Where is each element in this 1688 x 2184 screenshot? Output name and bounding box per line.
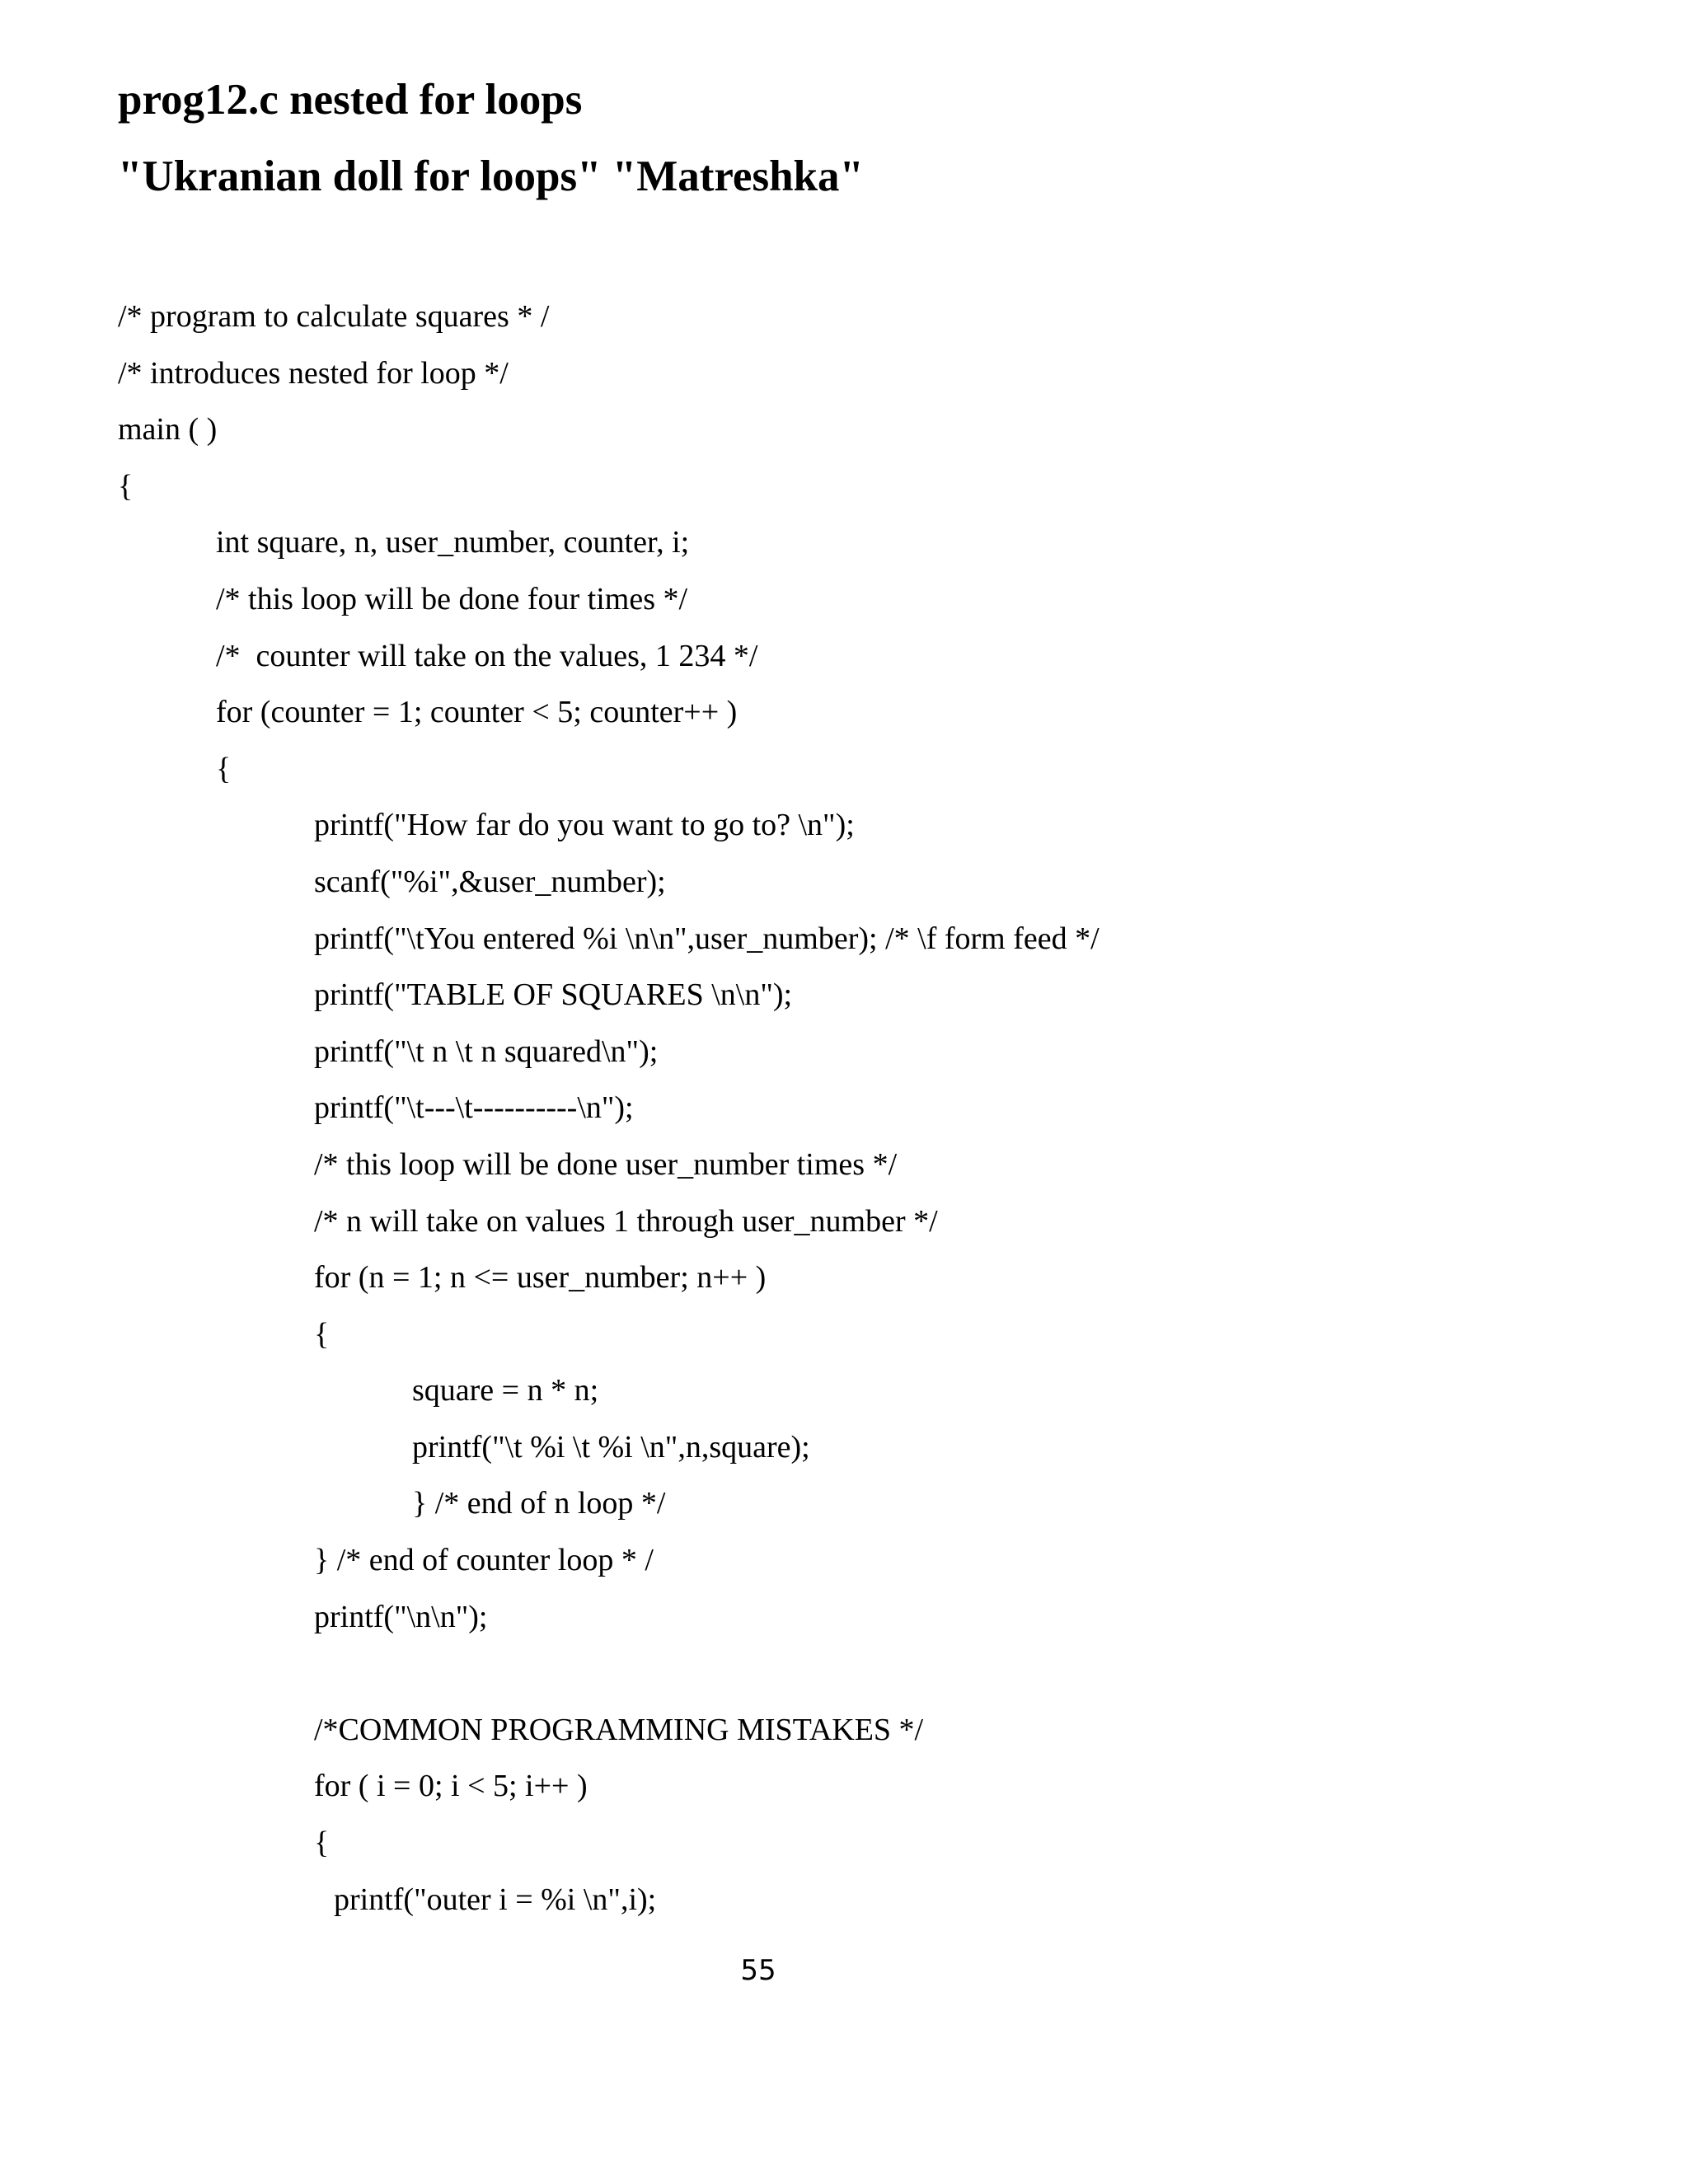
code-line: /* introduces nested for loop */ xyxy=(118,355,509,391)
code-line: for (n = 1; n <= user_number; n++ ) xyxy=(314,1260,767,1296)
code-line: /* this loop will be done four times */ xyxy=(216,581,688,616)
code-line: printf("\t %i \t %i \n",n,square); xyxy=(412,1429,810,1465)
code-line: square = n * n; xyxy=(412,1373,599,1408)
code-line: { xyxy=(314,1825,330,1861)
code-line: { xyxy=(118,468,134,504)
code-line: printf("\n\n"); xyxy=(314,1599,488,1634)
code-line: int square, n, user_number, counter, i; xyxy=(216,525,690,560)
page-number: 55 xyxy=(740,1954,776,1987)
code-line: for (counter = 1; counter < 5; counter++ ) xyxy=(216,695,738,730)
code-line: /* counter will take on the values, 1 234 */ xyxy=(216,638,758,673)
code-line: } /* end of counter loop * / xyxy=(314,1543,654,1578)
code-line: /*COMMON PROGRAMMING MISTAKES */ xyxy=(314,1712,924,1747)
code-line: main ( ) xyxy=(118,412,218,448)
code-line: scanf("%i",&user_number); xyxy=(314,864,666,899)
code-line: printf("\tYou entered %i \n\n",user_number); /* \f form feed */ xyxy=(314,921,1100,956)
code-listing xyxy=(118,301,1100,1940)
page-title: prog12.c nested for loops xyxy=(118,76,583,124)
page-subtitle: "Ukranian doll for loops" "Matreshka" xyxy=(118,152,864,200)
code-line: printf("\t---\t----------\n"); xyxy=(314,1090,634,1126)
code-line: printf("outer i = %i \n",i); xyxy=(334,1882,657,1917)
code-line: printf("\t n \t n squared\n"); xyxy=(314,1033,659,1069)
code-line: { xyxy=(216,751,232,786)
code-line: for ( i = 0; i < 5; i++ ) xyxy=(314,1769,588,1804)
blank-line xyxy=(118,1657,1100,1714)
code-line: printf("TABLE OF SQUARES \n\n"); xyxy=(314,977,793,1013)
code-line: } /* end of n loop */ xyxy=(412,1486,666,1521)
code-line: printf("How far do you want to go to? \n"); xyxy=(314,808,855,843)
code-line: { xyxy=(314,1316,330,1352)
code-line: /* n will take on values 1 through user_number */ xyxy=(314,1203,938,1239)
code-line: /* this loop will be done user_number times */ xyxy=(314,1146,898,1182)
code-line: /* program to calculate squares * / xyxy=(118,299,550,334)
